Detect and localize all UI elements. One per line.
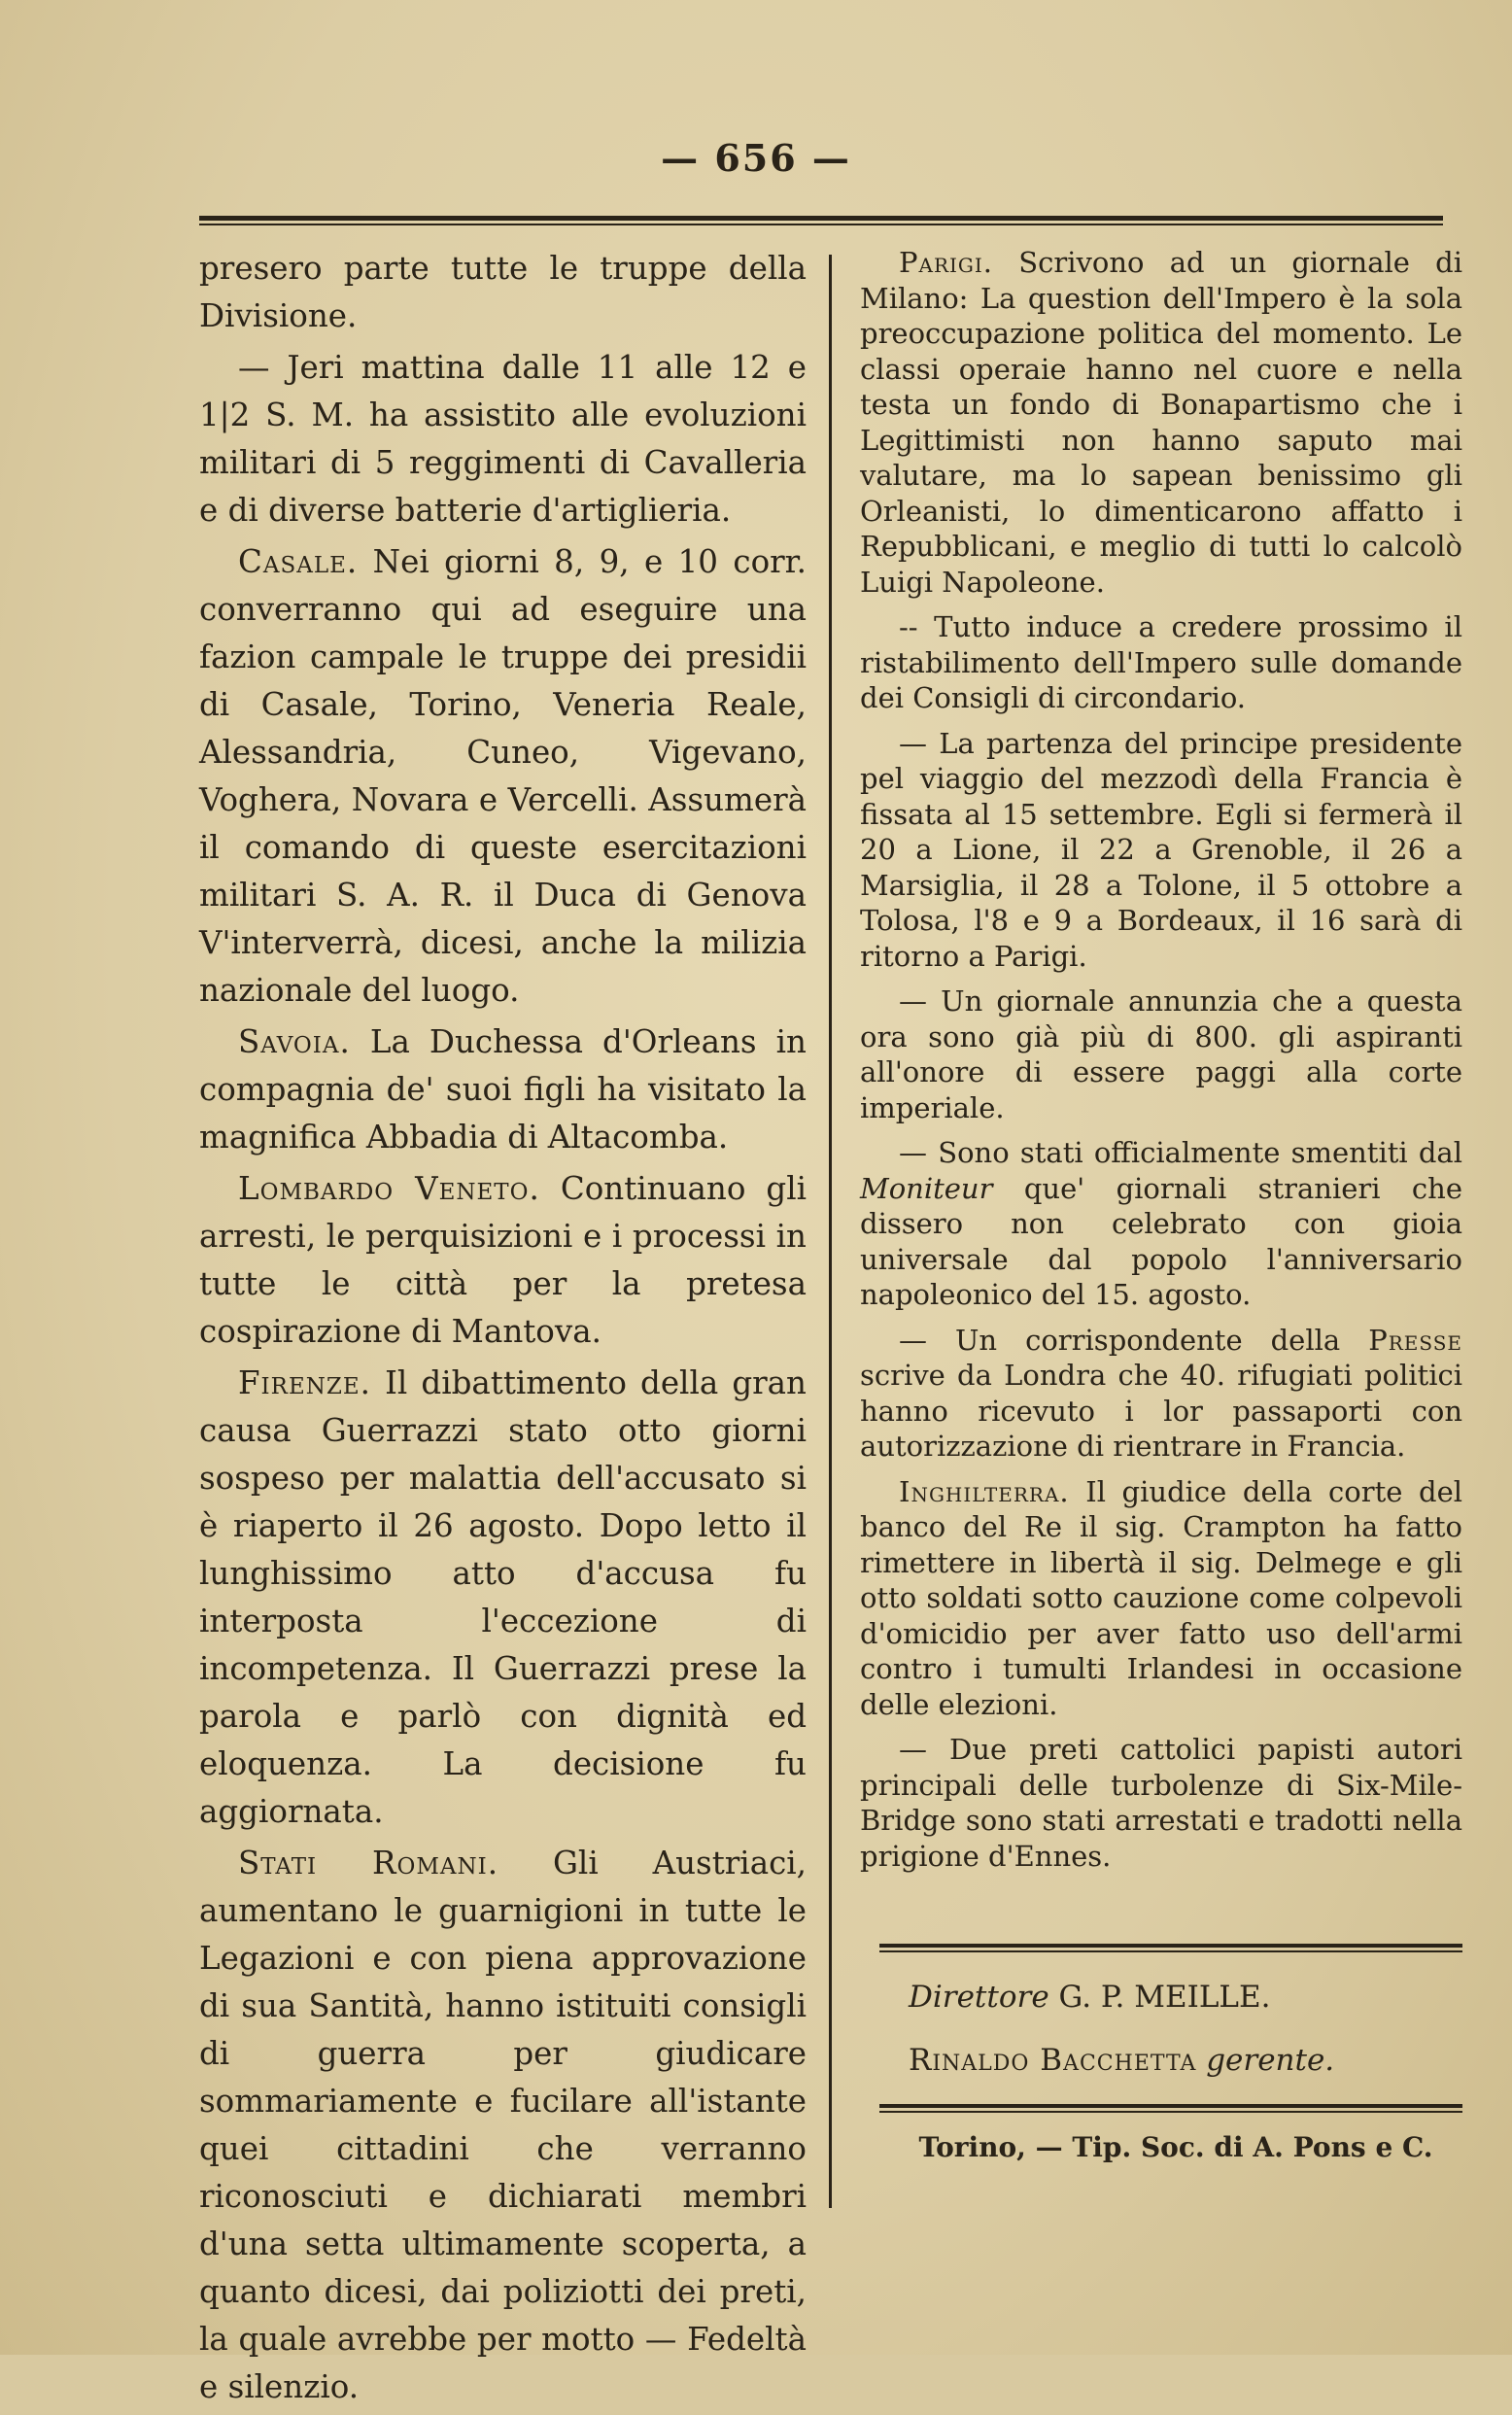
article-firenze: Firenze. Il dibattimento della gran causa Guerrazzi stato otto giorni sospeso per malattia dell'accusato si è riaperto il 26 agosto. Dopo letto il lunghissimo atto d'accusa fu interposta l'eccezione di incompetenza. Il Guerrazzi prese la parola e parlò con dignità ed eloquenza. La decisione fu aggiornata. [199,1364,807,1830]
article-parigi: Parigi. Scrivono ad un giornale di Milano: La question dell'Impero è la sola preoccupazione politica del momento. Le classi operaie hanno nel cuore e nella testa un fondo di Bonapartismo che i Legittimisti non hanno saputo mai valutare, ma lo sapean benissimo gli Orleanisti, lo dimenticarono affatto i Repubblicani, e meglio di tutti lo calcolò Luigi Napoleone. [860,246,1462,599]
article-lead: Lombardo Veneto. [238,1170,540,1207]
director-name: G. P. MEILLE. [1058,1980,1271,2015]
director-title: Direttore [909,1980,1049,2015]
article-stati-romani: Stati Romani. Gli Austriaci, aumentano le guarnigioni in tutte le Legazioni e con piena approvazione di sua Santità, hanno istituiti consigli di guerra per giudicare sommariamente e fucilare all'istante quei cittadini che verranno riconosciuti e dichiarati membri d'una setta ultimamente scoperta, a quanto dicesi, dai poliziotti dei preti, la quale avrebbe per motto — Fedeltà e silenzio. [199,1845,807,2405]
right-column [860,245,1462,1883]
article-paragraph: — Due preti cattolici papisti autori principali delle turbolenze di Six-Mile-Bridge sono stati arrestati e tradotti nella prigione d'Ennes. [860,1733,1462,1873]
article-paragraph: — Jeri mattina dalle 11 alle 12 e 1|2 S. M. ha assistito alle evoluzioni militari di 5 reggimenti di Cavalleria e di diverse batterie d'artiglieria. [199,349,807,529]
article-paragraph: presero parte tutte le truppe della Divisione. [199,250,807,334]
article-inghilterra: Inghilterra. Il giudice della corte del banco del Re il sig. Crampton ha fatto rimettere in libertà il sig. Delmege e gli otto soldati sotto cauzione come colpevoli d'omicidio per aver fatto uso dell'armi contro i tumulti Irlandesi in occasione delle elezioni. [860,1474,1463,1721]
column-divider [829,255,832,2208]
article-lead: Firenze. [238,1364,371,1401]
manager-name: Rinaldo Bacchetta [909,2043,1197,2078]
article-paragraph: — Sono stati officialmente smentiti dal Moniteur que' giornali stranieri che dissero non celebrato con gioia universale dal popolo l'anniversario napoleonico del 15. agosto. [860,1136,1463,1311]
article-lead: Stati Romani. [238,1845,499,1881]
newspaper-name: Presse [1368,1323,1463,1357]
article-lead: Savoia. [238,1023,351,1060]
article-lead: Parigi. [899,246,994,279]
article-lead: Inghilterra. [899,1474,1070,1508]
director-line [909,1980,1453,2015]
article-lombardo-veneto: Lombardo Veneto. Continuano gli arresti, le perquisizioni e i processi in tutte le città per la pretesa cospirazione di Mantova. [199,1170,807,1350]
manager-line [909,2043,1453,2078]
left-column [199,245,807,2415]
article-paragraph: -- Tutto induce a credere prossimo il ristabilimento dell'Impero sulle domande dei Consigli di circondario. [860,610,1462,714]
article-paragraph: — La partenza del principe presidente pel viaggio del mezzodì della Francia è fissata al 15 settembre. Egli si fermerà il 20 a Lione, il 22 a Grenoble, il 26 a Marsiglia, il 28 a Tolone, il 5 ottobre a Tolosa, l'8 e 9 a Bordeaux, il 16 sarà di ritorno a Parigi. [860,726,1462,973]
article-paragraph: — Un giornale annunzia che a questa ora sono già più di 800. gli aspiranti all'onore di essere paggi alla corte imperiale. [860,984,1462,1124]
footer-rule [879,2104,1462,2113]
newspaper-name: Moniteur [860,1171,993,1205]
footer-rule [879,1944,1462,1952]
printer-imprint: Torino, — Tip. Soc. di A. Pons e C. [918,2131,1433,2163]
page-number: — 656 — [661,136,851,180]
article-paragraph: — Un corrispondente della Presse scrive da Londra che 40. rifugiati politici hanno ricevuto i lor passaporti con autorizzazione di rientrare in Francia. [860,1323,1463,1463]
article-casale: Casale. Nei giorni 8, 9, e 10 corr. converranno qui ad eseguire una fazion campale le truppe dei presidii di Casale, Torino, Veneria Reale, Alessandria, Cuneo, Vigevano, Voghera, Novara e Vercelli. Assumerà il comando di queste esercitazioni militari S. A. R. il Duca di Genova V'interverrà, dicesi, anche la milizia nazionale del luogo. [199,543,807,1009]
manager-title: gerente. [1206,2043,1335,2078]
article-savoia: Savoia. La Duchessa d'Orleans in compagnia de' suoi figli ha visitato la magnifica Abbadia di Altacomba. [199,1023,807,1156]
header-rule [199,216,1443,225]
article-lead: Casale. [238,543,359,580]
